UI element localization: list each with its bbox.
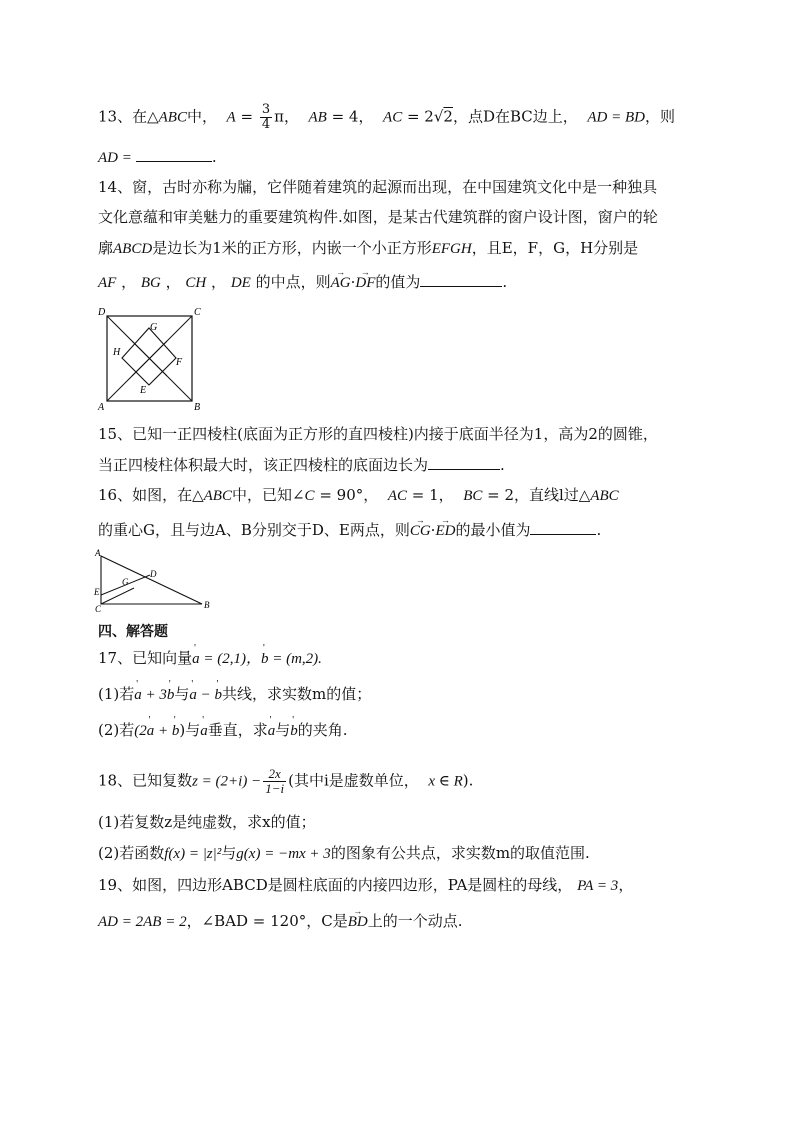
q17-p1-vec-b2: ' b (215, 684, 223, 706)
q13-angle-a: A (226, 109, 236, 126)
q17-p2-vec-a: ' a (147, 720, 155, 742)
q14-text1: 14、窗，古时亦称为牖，它伴随着建筑的起源而出现，在中国建筑文化中是一种独具 (98, 178, 658, 196)
q18-f-eq: f(x) = |z|² (164, 846, 222, 862)
q16-vector-ed: → ED (435, 520, 455, 542)
q16-ac: AC (387, 488, 407, 504)
q14-vector-ag: → AG (331, 272, 351, 294)
q19-arc-bd: → BD (348, 911, 368, 933)
q16-text1g: = 1， (406, 486, 454, 504)
q16-label-g: G (122, 577, 129, 587)
q18-g-eq: g(x) = −mx + 3 (236, 846, 331, 862)
q14-line2 (98, 206, 658, 228)
q19-ad: AD = 2AB = 2 (98, 914, 187, 930)
q16-text1i: = 2，直线l过△ (482, 486, 591, 504)
q18-p2b: 与 (221, 844, 237, 862)
q16-label-d: D (150, 569, 157, 579)
q16-text1a: 16、如图，在△ (98, 486, 204, 504)
q17-p1c: 与 (174, 685, 190, 703)
q16-label-e: E (94, 587, 100, 597)
q16-segment-cg (101, 588, 134, 604)
q17-vec-b: ' b (261, 648, 269, 670)
q16-label-a: A (95, 548, 101, 558)
section-heading (98, 621, 168, 643)
q17-p2a: (2)若 (98, 721, 135, 739)
q18-text1b: (其中i是虚数单位， (288, 771, 419, 790)
q17-text1a: 17、已知向量 (98, 649, 193, 667)
q14-text4f: 的值为 (375, 273, 421, 291)
q15-line2: 当正四棱柱体积最大时，该正四棱柱的底面边长为 . (98, 456, 505, 474)
q17-p1-vec-a: ' a (134, 684, 142, 706)
q17-p1a: (1)若 (98, 685, 135, 703)
q19-text2c: 上的一个动点. (367, 912, 463, 930)
q18-frac-den: 1−i (265, 781, 285, 796)
q13-point-text: ，点D在BC边上， (452, 107, 578, 126)
q18-text1c: ). (462, 771, 474, 790)
q14-line1 (98, 176, 657, 198)
q16-answer-blank (530, 520, 596, 535)
q14-efgh: EFGH (431, 241, 472, 257)
q17-p2c: + (154, 723, 172, 739)
q14-window-figure (94, 303, 206, 413)
q19-line1 (98, 874, 633, 897)
q14-text3c: 是边长为1米的正方形，内嵌一个小正方形 (152, 239, 432, 257)
q14-text3a: 廓 (98, 239, 114, 257)
q14-ch: CH (185, 275, 207, 291)
q17-p2g: 的夹角. (297, 721, 348, 739)
q14-de: DE (230, 275, 251, 291)
q18-text1a: 18、已知复数 (98, 771, 193, 790)
q17-vec-a: ' a (192, 648, 200, 670)
q13-root: 2 (443, 107, 453, 126)
q16-line2: 的重心G，且与边A、B分别交于D、E两点，则→ CG·→ ED的最小值为 . (98, 519, 601, 542)
q13-ac: AC (383, 109, 403, 126)
q16-vector-cg: → CG (410, 520, 431, 542)
q14-segment-de (107, 316, 167, 376)
q14-answer-blank (420, 272, 502, 287)
q14-text4e: 的中点，则 (255, 273, 331, 291)
q13-mid: 中， (186, 107, 217, 126)
q14-vector-df: → DF (355, 272, 375, 294)
q14-text3e: ，且E，F，G，H分别是 (471, 239, 639, 257)
q17-p1b: + 3 (141, 687, 167, 703)
q17-p2b: (2 (134, 723, 147, 739)
sqrt-icon: √ (433, 107, 444, 126)
q16-text1e: = 90°， (314, 486, 379, 504)
q17-a-eq: = (2,1)， (199, 651, 261, 667)
q14-label-c: C (194, 307, 201, 318)
q13-prefix: 13、在△ (98, 107, 159, 126)
q19-pa: PA = 3 (577, 878, 619, 894)
q13-line2: AD = . (98, 148, 217, 166)
q16-label-b: B (204, 600, 210, 610)
q14-abcd: ABCD (113, 241, 153, 257)
q13-ad-answer: AD = (98, 150, 132, 166)
q19-text1: 19、如图，四边形ABCD是圆柱底面的内接四边形，PA是圆柱的母线， (98, 876, 573, 894)
q18-part2 (98, 842, 590, 865)
q14-label-a: A (98, 402, 105, 413)
q14-af: AF (98, 275, 117, 291)
q18-fraction (263, 767, 286, 796)
q19-text1b: ， (618, 876, 634, 894)
q16-bc: BC (463, 488, 483, 504)
q17-p2-vec-b3: ' b (290, 720, 298, 742)
q13-frac-den: 4 (261, 117, 271, 132)
q13-triangle: ABC (158, 109, 187, 126)
q14-text2: 文化意蕴和审美魅力的重要建筑构件.如图，是某古代建筑群的窗户设计图，窗户的轮 (98, 208, 658, 226)
q16-c: C (304, 488, 315, 504)
q16-triangle-figure (92, 548, 216, 614)
q18-z-eq: z = (2+i) − (192, 773, 262, 790)
q18-p2a: (2)若函数 (98, 844, 165, 862)
q14-bg: BG (140, 275, 161, 291)
q17-part1 (98, 683, 371, 706)
q17-p2d: )与 (179, 721, 201, 739)
q18-frac-num: 2x (263, 767, 286, 782)
q13-then: ，则 (644, 107, 675, 126)
q16-text2b: 的最小值为 (455, 521, 531, 539)
q13-line1: 13、在△ABC中， A = $\frac{3}{4}$ π， AB = 4， AC = 2√2，点D在BC边上， AD = BD，则 (98, 102, 675, 132)
q14-line4: AF ， BG ， CH ， DE 的中点，则→ AG·→ DF的值为 . (98, 271, 507, 294)
q17-p1-vec-a2: ' a (189, 684, 197, 706)
q13-ad-bd: AD = BD (587, 109, 645, 126)
q16-label-c: C (95, 604, 102, 614)
q16-abc: ABC (203, 488, 232, 504)
q13-answer-blank (136, 147, 212, 162)
q17-part2 (98, 719, 348, 742)
q13-ac-eq: = 2 (402, 107, 434, 126)
q17-p2-vec-a2: ' a (200, 720, 208, 742)
q18-line1 (98, 767, 473, 796)
q13-frac-num: 3 (261, 102, 271, 117)
q17-b-eq: = (m,2). (268, 651, 322, 667)
q17-p2f: 与 (275, 721, 291, 739)
q18-p2c: 的图象有公共点，求实数m的取值范围. (330, 844, 590, 862)
q13-fraction (260, 103, 272, 132)
q15-line1 (98, 423, 658, 445)
q15-text1: 15、已知一正四棱柱(底面为正方形的直四棱柱)内接于底面半径为1，高为2的圆锥， (98, 425, 658, 443)
q18-x-in: x ∈ R (428, 773, 463, 790)
q15-text2: 当正四棱柱体积最大时，该正四棱柱的底面边长为 (98, 456, 429, 474)
q17-line1 (98, 647, 322, 670)
q17-p2e: 垂直，求 (207, 721, 268, 739)
q16-text2a: 的重心G，且与边A、B分别交于D、E两点，则 (98, 521, 410, 539)
q14-label-e: E (140, 385, 147, 396)
q16-text1c: 中，已知∠ (231, 486, 305, 504)
q14-line3 (98, 237, 638, 260)
q13-eq: = (235, 107, 258, 126)
q13-ab: AB (308, 109, 327, 126)
q14-label-g: G (150, 322, 158, 333)
q14-segment-ch (132, 316, 192, 376)
q13-pi: π (274, 107, 284, 126)
q18-p1: (1)若复数z是纯虚数，求x的值； (98, 813, 316, 831)
section-title: 四、解答题 (98, 624, 168, 640)
q18-part1 (98, 811, 316, 833)
q16-line1 (98, 484, 619, 507)
q17-p1e: 共线，求实数m的值； (222, 685, 372, 703)
q15-answer-blank (428, 455, 500, 470)
q16-abc2: ABC (590, 488, 619, 504)
q17-p2-vec-a3: ' a (268, 720, 276, 742)
q13-ab-eq: = 4 (326, 107, 359, 126)
q14-label-d: D (98, 307, 106, 318)
q17-p1d: − (196, 687, 215, 703)
q17-p2-vec-b: ' b (172, 720, 180, 742)
q19-text2b: ，∠BAD = 120°，C是 (186, 912, 348, 930)
q14-label-f: F (176, 357, 183, 368)
q14-label-b: B (194, 402, 201, 413)
q14-label-h: H (113, 347, 121, 358)
q19-line2 (98, 910, 463, 933)
q17-p1-vec-b: ' b (167, 684, 175, 706)
